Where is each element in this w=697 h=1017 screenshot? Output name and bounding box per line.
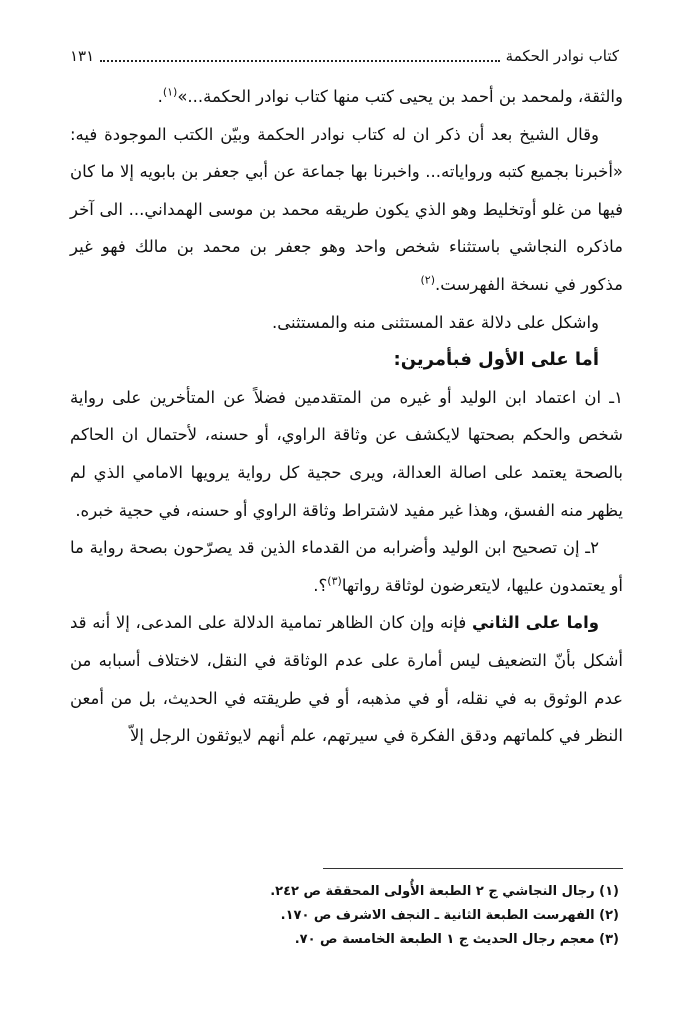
footnote-marker-3: (٣) [327,574,342,588]
paragraph-point-2: ٢ـ إن تصحيح ابن الوليد وأضرابه من القدماء الذين قد يصرّحون بصحة رواية ما أو يعتمدون عليها، لايتعرضون لوثاقة رواتها$^{(٣)}$؟. [70,538,623,595]
running-header [70,42,619,70]
footnote-separator [323,868,623,869]
paragraph-1: والثقة، ولمحمد بن أحمد بن يحيى كتب منها كتاب نوادر الحكمة...»$^{(١)}$. [157,85,623,106]
section-heading: أما على الأول فبأمرين: [393,349,599,371]
footnote-marker-1: (١) [162,85,178,99]
book-title: كتاب نوادر الحكمة [505,47,619,65]
paragraph-3: واشكل على دلالة عقد المستثنى منه والمستثنى. [272,312,599,332]
paragraph-second: واما على الثاني فإنه وإن كان الظاهر تمامية الدلالة على المدعى، إلا أنه قد أشكل بأنّ التضعيف ليس أمارة على عدم الوثاقة في النقل، لاختلاف أسبابه من عدم الوثوق به في نقله، أو في مذهبه، أو في طريقته في الحديث، بل من أمعن النظر في كلماتهم ودقق الفكرة في سيرتهم، علم أنهم لايوثقون الرجل إلاّ [70,613,623,746]
footnotes [70,880,619,952]
paragraph-point-1: ١ـ ان اعتماد ابن الوليد أو غيره من المتقدمين فضلاً عن المتأخرين على رواية شخص والحكم بصحتها لايكشف عن وثاقة الراوي، أو حسنه، لأحتمال ان الحاكم بالصحة يعتمد على اصالة العدالة، ويرى حجية كل رواية يرويها الامامي الذي لم يظهر منه الفسق، وهذا غير مفيد لاشتراط وثاقة الراوي أو حسنه، في حجية خبره. [70,387,623,520]
page-number: ١٣١ [70,47,95,65]
header-dot-leader [100,50,500,62]
footnote-marker-2: (٢) [420,273,436,287]
second-heading: واما على الثاني [471,613,599,633]
main-text [70,78,623,755]
footnote-3: (٣) معجم رجال الحديث ج ١ الطبعة الخامسة ص ٧٠. [294,932,619,947]
footnote-2: (٢) الفهرست الطبعة الثانية ـ النجف الاشرف ص ١٧٠. [280,908,619,923]
paragraph-2: وقال الشيخ بعد أن ذكر ان له كتاب نوادر الحكمة وبيّن الكتب الموجودة فيه: «أخبرنا بجميع كتبه ورواياته... واخبرنا بها جماعة عن أبي جعفر بن بابويه إلا ما كان فيها من غلو أوتخليط وهو الذي يكون طريقه محمد بن موسى الهمداني... الى آخر ماذكره النجاشي باستثناء شخص واحد وهو جعفر بن محمد بن مالك فهو غير مذكور في نسخة الفهرست.$^{(٢)}$ [70,124,623,294]
footnote-1: (١) رجال النجاشي ج ٢ الطبعة الأُولى المحققة ص ٢٤٢. [270,884,619,899]
